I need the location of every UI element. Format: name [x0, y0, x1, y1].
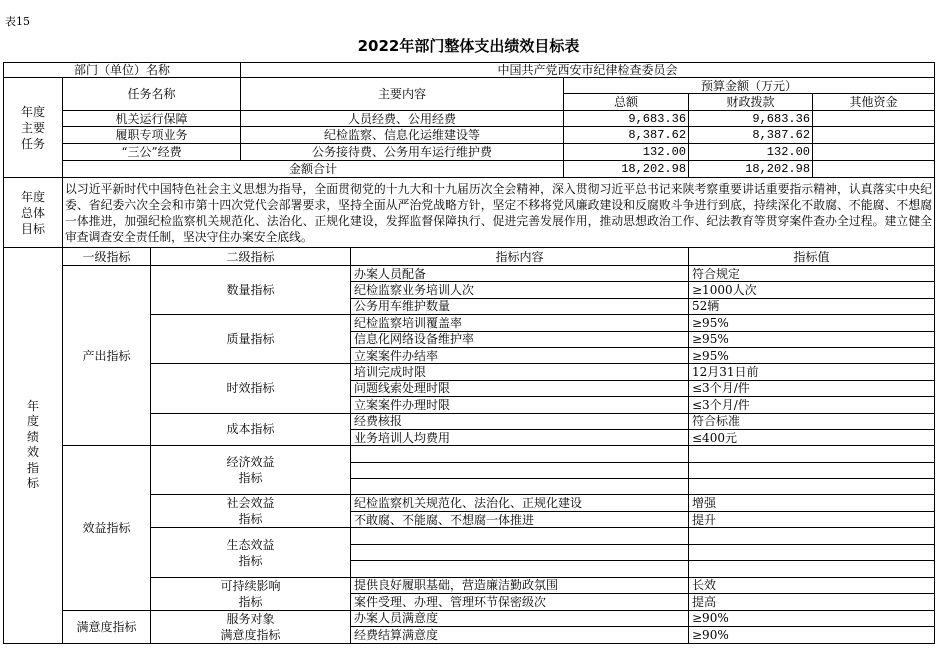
- sum-fiscal-cell: 18,202.98: [689, 161, 813, 178]
- other-funds-header: 其他资金: [813, 94, 935, 111]
- indicator-value-cell: [689, 544, 935, 560]
- task-total-cell: 9,683.36: [564, 111, 689, 127]
- table-row: [4, 266, 935, 282]
- annual-goal-text-cell: [63, 178, 935, 248]
- indicator-value-cell: ≥1000人次: [689, 282, 935, 298]
- tasks-header-row: [4, 78, 935, 94]
- annual-goal-line: 委、省纪委六次全会和市第十四次党代会部署要求，坚持全面从严治党战略方针，坚定不移将党风廉政建设和反腐败斗争进行到底，持续深化不敢腐、不能腐、不想腐: [65, 197, 932, 212]
- benefit-indicators-cell: 效益指标: [63, 446, 151, 610]
- indicator-content-cell: [351, 462, 689, 478]
- task-total-cell: 8,387.62: [564, 127, 689, 144]
- indicator-value-cell: [689, 561, 935, 577]
- timeliness-indicators-cell: 时效指标: [151, 364, 351, 413]
- task-name-cell: 机关运行保障: [63, 111, 241, 127]
- performance-section-label: [4, 248, 63, 644]
- task-name-cell: “三公”经费: [63, 144, 241, 161]
- annual-tasks-section-label: [4, 78, 63, 178]
- department-row: [4, 63, 935, 78]
- indicator-value-cell: 提升: [689, 511, 935, 528]
- service-satisfaction-indicators-cell: 服务对象 满意度指标: [151, 610, 351, 643]
- indicator-value-cell: ≤400元: [689, 429, 935, 445]
- annual-goal-line: 以习近平新时代中国特色社会主义思想为指导，全面贯彻党的十九大和十九届历次全会精神，深入贯彻习近平总书记来陕考察重要讲话重要指示精神，认真落实中央纪: [65, 181, 932, 196]
- indicator-content-cell: [351, 528, 689, 544]
- sum-row: [4, 161, 935, 178]
- indicator-content-cell: 纪检监察培训覆盖率: [351, 315, 689, 331]
- indicator-value-cell: 52辆: [689, 298, 935, 314]
- annual-goal-label-text: 年度总体目标: [20, 189, 45, 236]
- indicator-content-cell: 不敢腐、不能腐、不想腐一体推进: [351, 511, 689, 528]
- quantity-indicators-cell: 数量指标: [151, 266, 351, 315]
- task-other-cell: [813, 127, 935, 144]
- indicator-content-cell: 案件受理、办理、管理环节保密级次: [351, 594, 689, 611]
- indicator-value-cell: ≥95%: [689, 347, 935, 363]
- budget-header: 预算金额（万元）: [564, 78, 935, 94]
- task-name-header: 任务名称: [63, 78, 241, 111]
- satisfaction-indicators-cell: 满意度指标: [63, 610, 151, 643]
- indicator-content-header: 指标内容: [351, 248, 689, 266]
- indicator-content-cell: [351, 544, 689, 560]
- total-amount-header: 总额: [564, 94, 689, 111]
- indicator-content-cell: [351, 446, 689, 462]
- annual-tasks-label-text: 年度主要任务: [20, 104, 45, 151]
- level2-header: 二级指标: [151, 248, 351, 266]
- indicator-value-cell: ≥90%: [689, 610, 935, 627]
- indicator-content-cell: 经费结算满意度: [351, 627, 689, 644]
- indicator-content-cell: 纪检监察业务培训人次: [351, 282, 689, 298]
- performance-label-text: 年度绩效指标: [26, 398, 39, 491]
- indicator-value-cell: [689, 462, 935, 478]
- page-title: 2022年部门整体支出绩效目标表: [357, 37, 580, 55]
- table-row: [4, 446, 935, 462]
- cost-indicators-cell: 成本指标: [151, 413, 351, 446]
- indicator-content-cell: 公务用车维护数量: [351, 298, 689, 314]
- sum-other-cell: [813, 161, 935, 178]
- task-content-cell: 公务接待费、公务用车运行维护费: [241, 144, 564, 161]
- annual-goal-section-label: [4, 178, 63, 248]
- indicator-content-cell: [351, 561, 689, 577]
- annual-tasks-table: [3, 62, 935, 178]
- annual-goal-line: 一体推进，加强纪检监察机关规范化、法治化、正规化建设，发挥监督保障执行、促进完善发展作用，推动思想政治工作、纪法教育等贯穿案件查办全过程。建立健全: [65, 213, 932, 228]
- annual-goal-table: [3, 177, 935, 248]
- indicator-content-cell: 办案人员满意度: [351, 610, 689, 627]
- indicator-content-cell: 业务培训人均费用: [351, 429, 689, 445]
- indicator-value-cell: ≥95%: [689, 315, 935, 331]
- output-indicators-cell: 产出指标: [63, 266, 151, 446]
- sum-total-cell: 18,202.98: [564, 161, 689, 178]
- department-label-cell: 部门（单位）名称: [4, 63, 241, 78]
- indicator-value-cell: ≥95%: [689, 331, 935, 347]
- task-row: [4, 127, 935, 144]
- task-content-cell: 人员经费、公用经费: [241, 111, 564, 127]
- annual-goal-line: 审查调查安全责任制，坚决守住办案安全底线。: [65, 229, 313, 244]
- sustainable-impact-indicators-cell: 可持续影响 指标: [151, 577, 351, 610]
- indicator-content-cell: 经费核报: [351, 413, 689, 429]
- performance-target-sheet: [3, 62, 934, 644]
- indicator-content-cell: 信息化网络设备维护率: [351, 331, 689, 347]
- economic-benefit-indicators-cell: 经济效益 指标: [151, 446, 351, 495]
- indicator-content-cell: [351, 479, 689, 495]
- indicator-content-cell: 问题线索处理时限: [351, 380, 689, 396]
- indicator-value-cell: [689, 528, 935, 544]
- indicator-value-cell: 长效: [689, 577, 935, 594]
- annual-goal-row: [4, 178, 935, 248]
- indicator-value-cell: 符合标准: [689, 413, 935, 429]
- task-fiscal-cell: 8,387.62: [689, 127, 813, 144]
- quality-indicators-cell: 质量指标: [151, 315, 351, 364]
- table-row: [4, 610, 935, 627]
- task-fiscal-cell: 9,683.36: [689, 111, 813, 127]
- social-benefit-indicators-cell: 社会效益 指标: [151, 495, 351, 528]
- level1-header: 一级指标: [63, 248, 151, 266]
- sum-label-cell: 金额合计: [63, 161, 564, 178]
- indicator-value-cell: 12月31日前: [689, 364, 935, 380]
- indicator-value-cell: [689, 446, 935, 462]
- indicator-content-cell: 纪检监察机关规范化、法治化、正规化建设: [351, 495, 689, 512]
- ecological-benefit-indicators-cell: 生态效益 指标: [151, 528, 351, 577]
- indicator-value-cell: ≤3个月/件: [689, 397, 935, 413]
- department-name-cell: 中国共产党西安市纪律检查委员会: [241, 63, 935, 78]
- task-other-cell: [813, 111, 935, 127]
- fiscal-allocation-header: 财政拨款: [689, 94, 813, 111]
- indicator-value-cell: ≥90%: [689, 627, 935, 644]
- indicator-content-cell: 培训完成时限: [351, 364, 689, 380]
- indicator-content-cell: 办案人员配备: [351, 266, 689, 282]
- indicator-value-cell: 提高: [689, 594, 935, 611]
- indicator-content-cell: 提供良好履职基础，营造廉洁勤政氛围: [351, 577, 689, 594]
- performance-indicators-table: [3, 247, 935, 644]
- task-total-cell: 132.00: [564, 144, 689, 161]
- indicator-content-cell: 立案案件办结率: [351, 347, 689, 363]
- task-row: [4, 144, 935, 161]
- indicator-value-header: 指标值: [689, 248, 935, 266]
- task-name-cell: 履职专项业务: [63, 127, 241, 144]
- indicator-value-cell: 符合规定: [689, 266, 935, 282]
- indicator-content-cell: 立案案件办理时限: [351, 397, 689, 413]
- indicators-header-row: [4, 248, 935, 266]
- table-number: 表15: [5, 15, 30, 28]
- indicator-value-cell: 增强: [689, 495, 935, 512]
- task-fiscal-cell: 132.00: [689, 144, 813, 161]
- indicator-value-cell: [689, 479, 935, 495]
- main-content-header: 主要内容: [241, 78, 564, 111]
- task-content-cell: 纪检监察、信息化运维建设等: [241, 127, 564, 144]
- task-row: [4, 111, 935, 127]
- task-other-cell: [813, 144, 935, 161]
- indicator-value-cell: ≤3个月/件: [689, 380, 935, 396]
